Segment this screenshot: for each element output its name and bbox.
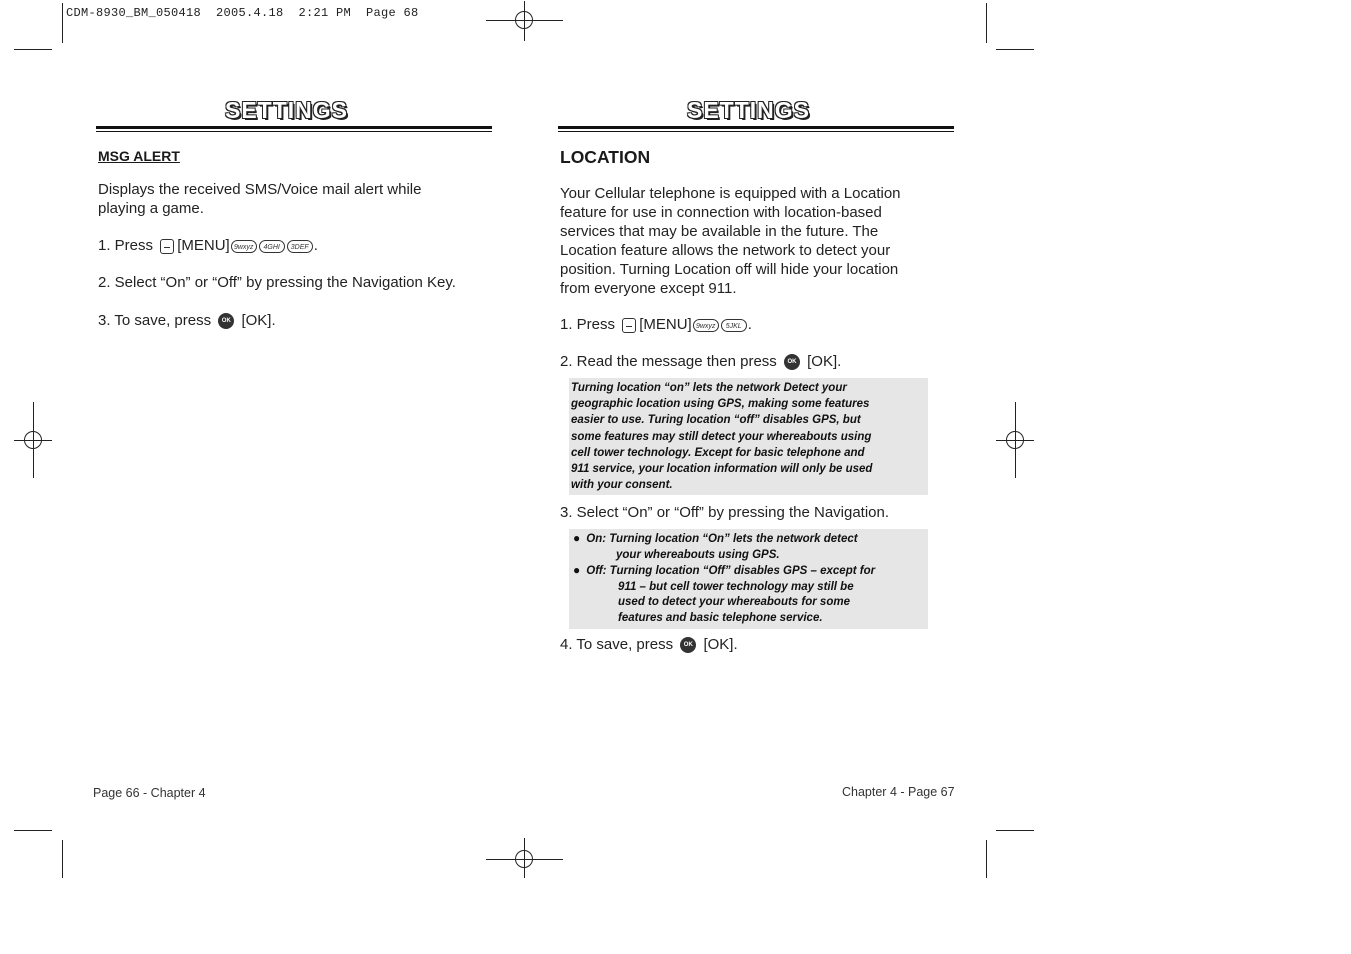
- step-2: 2. Read the message then press OK [OK].: [560, 353, 842, 370]
- bullet-off: ● Off: Turning location “Off” disables GPS – except for 911 – but cell tower technology may still be used to detect your whereabouts for some features and basic telephone service.: [573, 563, 876, 624]
- crop-mark: [986, 840, 987, 878]
- page-footer: Chapter 4 - Page 67: [842, 785, 955, 799]
- note-box-location: Turning location “on” lets the network Detect your geographic location using GPS, making some features easier to use. Turing location “off” disables GPS, but some features may still detect your whereabouts using cell tower technology. Except for basic telephone and 911 service, your location information will only be used with your consent.: [569, 378, 928, 495]
- section-heading: LOCATION: [560, 147, 651, 167]
- step-3: 3. To save, press OK [OK].: [98, 312, 276, 329]
- section-heading: MSG ALERT: [98, 148, 180, 164]
- key-3-icon: 3DEF: [287, 240, 313, 253]
- crop-mark: [62, 3, 63, 43]
- bullet-icon: ●: [573, 531, 581, 545]
- key-9-icon: 9wxyz: [231, 240, 257, 253]
- key-4-icon: 4GHI: [259, 240, 285, 253]
- page-footer: Page 66 - Chapter 4: [93, 786, 206, 800]
- key-9-icon: 9wxyz: [693, 319, 719, 332]
- crop-mark: [986, 3, 987, 43]
- print-header: CDM-8930_BM_050418 2005.4.18 2:21 PM Page 68: [66, 6, 419, 20]
- page-title: SETTINGS: [687, 97, 811, 123]
- step-3: 3. Select “On” or “Off” by pressing the Navigation.: [560, 504, 890, 521]
- crop-mark: [996, 49, 1034, 50]
- step-2: 2. Select “On” or “Off” by pressing the Navigation Key.: [98, 274, 456, 291]
- crop-mark: [14, 830, 52, 831]
- ok-key-icon: OK: [784, 354, 800, 370]
- step-1: 1. Press [MENU] 9wxyz 4GHI 3DEF .: [98, 237, 318, 254]
- page-title: SETTINGS: [225, 97, 349, 123]
- description: Your Cellular telephone is equipped with a Location feature for use in connection with location-based services that may be available in the future. The Location feature allows the network to detect your position. Turning Location off will hide your location from everyone except 911.: [560, 185, 901, 297]
- title-rule: [558, 126, 954, 129]
- key-5-icon: 5JKL: [721, 319, 747, 332]
- ok-key-icon: OK: [218, 313, 234, 329]
- title-rule: [96, 126, 492, 129]
- left-soft-key-icon: [622, 318, 636, 333]
- note-box-on-off: [569, 529, 928, 629]
- bullet-on: ● On: Turning location “On” lets the network detect your whereabouts using GPS.: [573, 531, 858, 561]
- crop-mark: [996, 830, 1034, 831]
- crop-mark: [14, 49, 52, 50]
- title-rule-thin: [96, 131, 492, 132]
- bullet-icon: ●: [573, 563, 581, 577]
- title-rule-thin: [558, 131, 954, 132]
- ok-key-icon: OK: [680, 637, 696, 653]
- left-soft-key-icon: [160, 239, 174, 254]
- description: Displays the received SMS/Voice mail alert while playing a game.: [98, 181, 422, 217]
- step-4: 4. To save, press OK [OK].: [560, 636, 738, 653]
- step-1: 1. Press [MENU] 9wxyz 5JKL .: [560, 316, 752, 333]
- crop-mark: [62, 840, 63, 878]
